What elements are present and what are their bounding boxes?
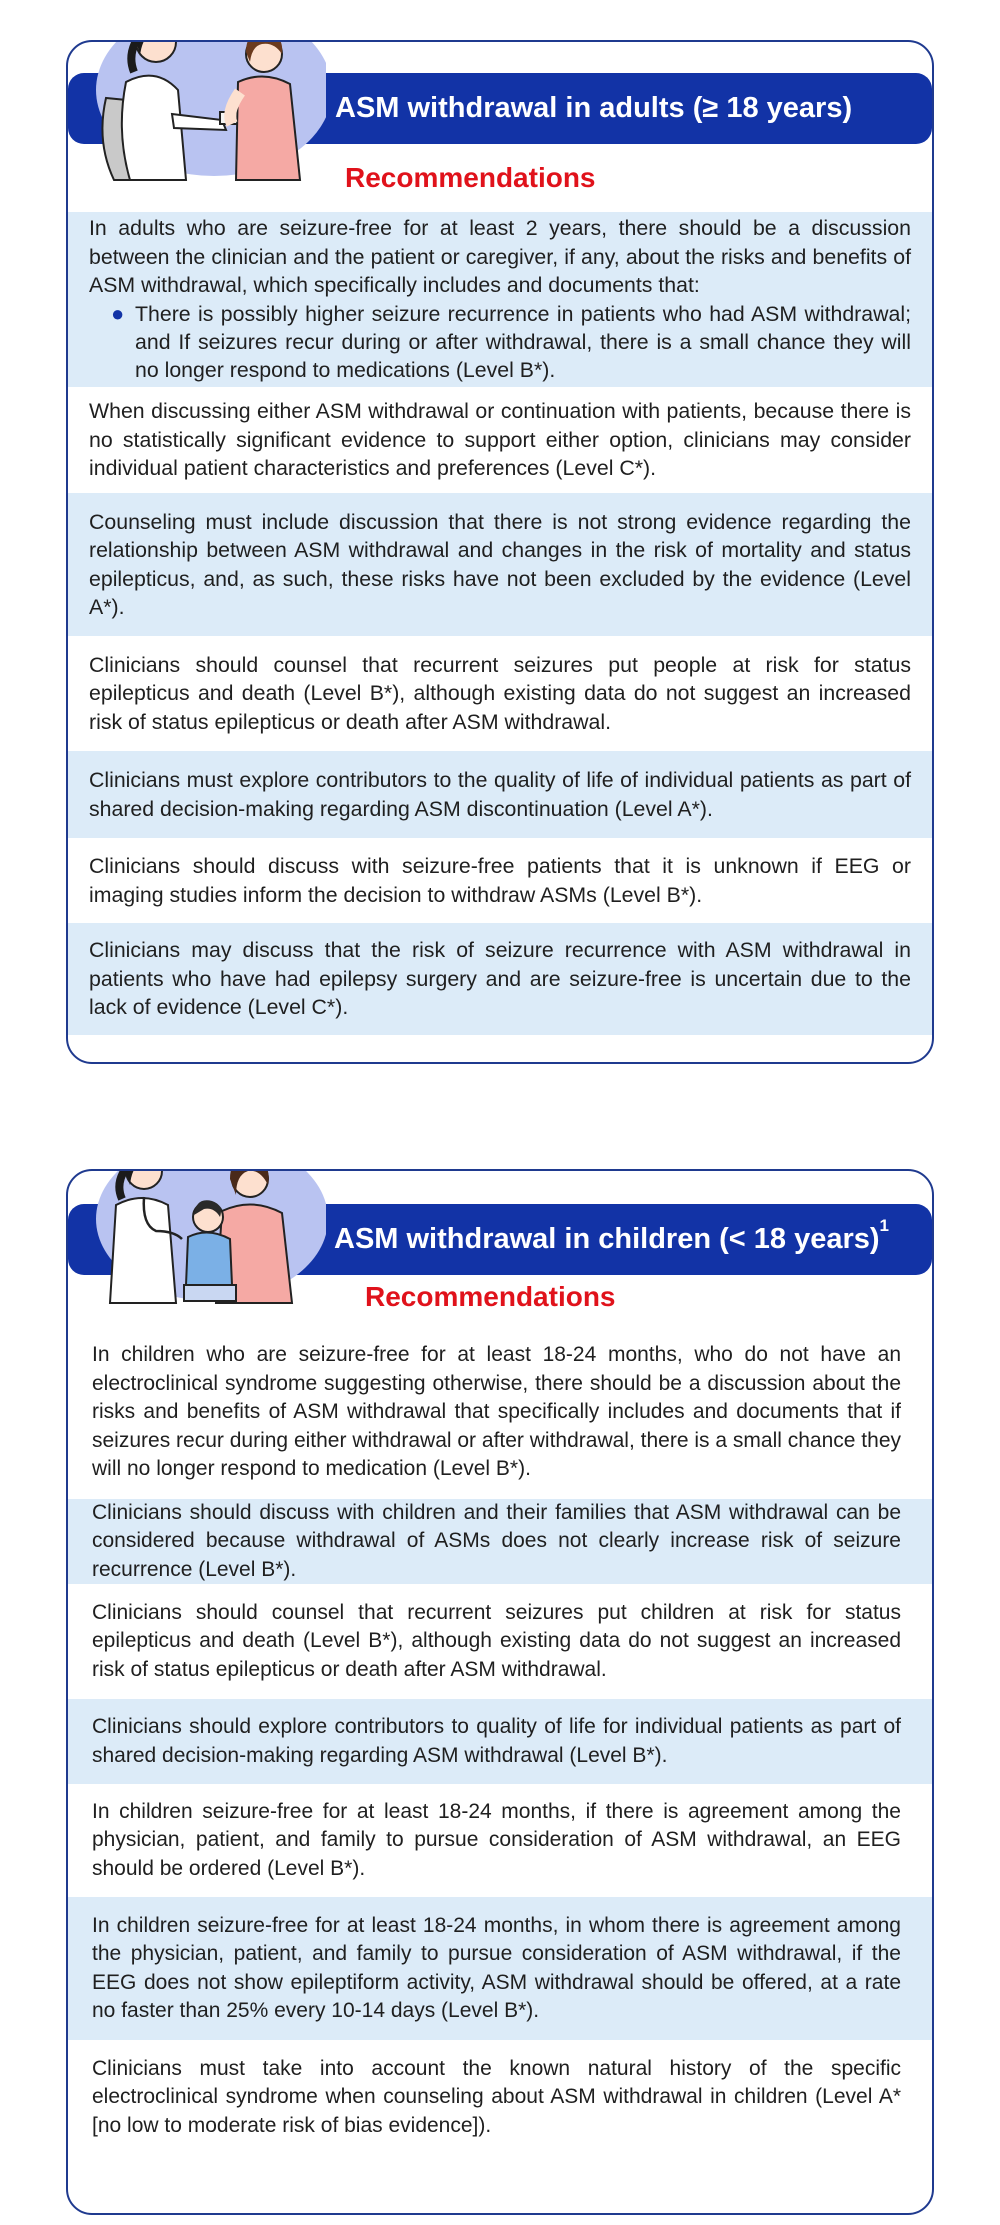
children-item-2-text: Clinicians should discuss with children and their families that ASM withdrawal can be considered because withdrawal of ASMs does not clearly increase risk of seizure recurrence (Level B*). [92,1500,901,1581]
children-item-5-text: In children seizure-free for at least 18-24 months, if there is agreement among the physician, patient, and family to pursue consideration of ASM withdrawal, an EEG should be ordered (Level B*). [92,1799,901,1880]
adults-item-1-bullet [89,300,911,385]
children-recommendations-card [66,1169,934,2215]
children-item-7-text: Clinicians must take into account the known natural history of the specific electroclinical syndrome when counseling about ASM withdrawal in children (Level A* [no low to moderate risk of bias evidence]). [92,2056,901,2137]
list-item [68,212,932,387]
list-item [68,1326,932,1499]
bullet-dot-icon: ● [111,300,125,326]
children-recommendations-heading: Recommendations [365,1281,616,1312]
adults-item-1-bullet-text: There is possibly higher seizure recurrence in patients who had ASM withdrawal; and If seizures recur during or after withdrawal, there is a small chance they will no longer respond to medications (Level B*). [135,301,911,383]
list-item [68,2040,932,2155]
list-item [68,1784,932,1897]
adults-item-7-text: Clinicians may discuss that the risk of seizure recurrence with ASM withdrawal in patients who have had epilepsy surgery and are seizure-free is uncertain due to the lack of evidence (Level C*). [89,938,911,1020]
children-title-text: ASM withdrawal in children (< 18 years) [334,1223,880,1255]
list-item [68,1897,932,2040]
list-item [68,1699,932,1784]
adults-recommendations-card [66,40,934,1064]
children-recommendation-list [68,1326,932,2155]
adults-item-5-text: Clinicians must explore contributors to the quality of life of individual patients as part of shared decision-making regarding ASM discontinuation (Level A*). [89,768,911,821]
list-item [68,1584,932,1699]
list-item [68,838,932,923]
doctor-with-mother-and-child-illustration [86,1169,326,1305]
adults-recommendation-list [68,212,932,1035]
adults-item-3-text: Counseling must include discussion that there is not strong evidence regarding the relationship between ASM withdrawal and changes in the risk of mortality and status epilepticus, and, as such, these risks have not been excluded by the evidence (Level A*). [89,509,911,619]
list-item [68,923,932,1035]
adults-recommendations-heading: Recommendations [345,162,596,193]
children-item-4-text: Clinicians should explore contributors to quality of life for individual patients as part of shared decision-making regarding ASM withdrawal (Level B*). [92,1715,901,1767]
children-title-footnote: 1 [879,1216,889,1235]
children-item-1-text: In children who are seizure-free for at least 18-24 months, who do not have an electroclinical syndrome suggesting otherwise, there should be a discussion about the risks and benefits of ASM withdrawal that specifically includes and documents that if seizures recur during either withdrawal or after withdrawal, there is a small chance they will no longer respond to medication (Level B*). [92,1343,901,1481]
list-item [68,751,932,838]
adults-item-6-text: Clinicians should discuss with seizure-free patients that it is unknown if EEG or imaging studies inform the decision to withdraw ASMs (Level B*). [89,854,911,907]
adults-item-2-text: When discussing either ASM withdrawal or continuation with patients, because there is no statistically significant evidence to support either option, clinicians may consider individual patient characteristics and preferences (Level C*). [89,399,911,481]
list-item [68,1499,932,1584]
children-item-3-text: Clinicians should counsel that recurrent seizures put children at risk for status epilepticus and death (Level B*), although existing data do not suggest an increased risk of status epilepticus or death after ASM withdrawal. [92,1600,901,1681]
list-item [68,387,932,493]
list-item [68,493,932,636]
children-item-6-text: In children seizure-free for at least 18-24 months, in whom there is agreement among the physician, patient, and family to pursue consideration of ASM withdrawal, if the EEG does not show epileptiform activity, ASM withdrawal should be offered, at a rate no faster than 25% every 10-14 days (Level B*). [92,1913,901,2022]
children-title [334,1204,889,1275]
adults-item-4-text: Clinicians should counsel that recurrent seizures put people at risk for status epilepticus and death (Level B*), although existing data do not suggest an increased risk of status epilepticus or death after ASM withdrawal. [89,652,911,734]
list-item [68,636,932,751]
adults-item-1-text: In adults who are seizure-free for at least 2 years, there should be a discussion between the clinician and the patient or caregiver, if any, about the risks and benefits of ASM withdrawal, which specifically includes and documents that: [89,216,911,298]
clinician-with-patient-illustration [86,40,326,182]
adults-title: ASM withdrawal in adults (≥ 18 years) [335,92,853,124]
